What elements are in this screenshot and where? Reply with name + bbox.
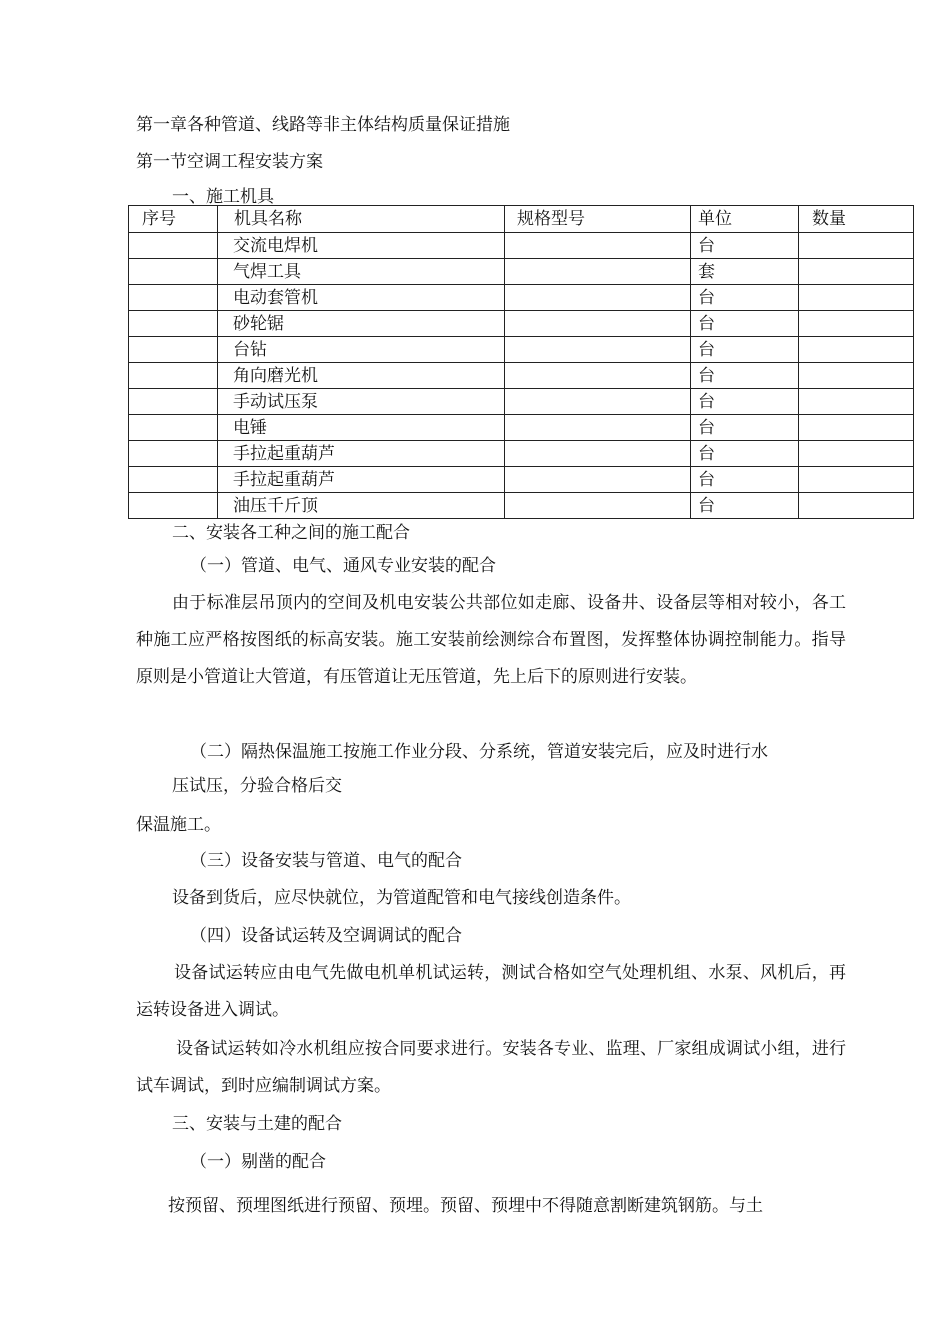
row-name-cell: 油压千斤顶 xyxy=(218,493,505,519)
table-row xyxy=(129,311,914,337)
row-spec-cell xyxy=(505,311,691,337)
row-no-cell xyxy=(129,285,218,311)
tools-table xyxy=(128,205,914,519)
row-name-cell: 手拉起重葫芦 xyxy=(218,441,505,467)
part2-sub3-heading: （三）设备安装与管道、电气的配合 xyxy=(190,851,462,871)
row-qty-cell xyxy=(799,285,914,311)
row-unit-cell: 台 xyxy=(691,363,799,389)
row-no-cell xyxy=(129,259,218,285)
row-name-cell: 角向磨光机 xyxy=(218,363,505,389)
row-spec-cell xyxy=(505,415,691,441)
row-name-cell: 交流电焊机 xyxy=(218,233,505,259)
row-no-cell xyxy=(129,233,218,259)
chapter-title: 第一章各种管道、线路等非主体结构质量保证措施 xyxy=(136,115,510,135)
row-qty-cell xyxy=(799,467,914,493)
row-no-cell xyxy=(129,311,218,337)
row-unit-cell: 台 xyxy=(691,493,799,519)
row-no-cell xyxy=(129,467,218,493)
part2-sub4-heading: （四）设备试运转及空调调试的配合 xyxy=(190,926,462,946)
section-title: 第一节空调工程安装方案 xyxy=(136,152,323,172)
row-name-cell: 电锤 xyxy=(218,415,505,441)
row-unit-cell: 台 xyxy=(691,441,799,467)
table-row xyxy=(129,285,914,311)
row-spec-cell xyxy=(505,233,691,259)
part2-sub1-heading: （一）管道、电气、通风专业安装的配合 xyxy=(190,556,496,576)
row-no-cell xyxy=(129,337,218,363)
col-header-unit: 单位 xyxy=(691,206,799,233)
row-unit-cell: 台 xyxy=(691,233,799,259)
col-header-no: 序号 xyxy=(129,206,218,233)
part2-sub2-line3: 保温施工。 xyxy=(136,815,221,835)
part2-sub3-paragraph: 设备到货后，应尽快就位，为管道配管和电气接线创造条件。 xyxy=(172,888,631,908)
row-name-cell: 气焊工具 xyxy=(218,259,505,285)
row-no-cell xyxy=(129,441,218,467)
row-unit-cell: 套 xyxy=(691,259,799,285)
row-qty-cell xyxy=(799,233,914,259)
row-unit-cell: 台 xyxy=(691,467,799,493)
table-row xyxy=(129,337,914,363)
row-spec-cell xyxy=(505,285,691,311)
row-no-cell xyxy=(129,493,218,519)
table-row xyxy=(129,259,914,285)
table-row xyxy=(129,233,914,259)
part2-heading: 二、安装各工种之间的施工配合 xyxy=(172,523,410,543)
row-qty-cell xyxy=(799,441,914,467)
row-name-cell: 手拉起重葫芦 xyxy=(218,467,505,493)
part3-sub1-heading: （一）剔凿的配合 xyxy=(190,1152,326,1172)
part3-sub1-paragraph: 按预留、预埋图纸进行预留、预埋。预留、预埋中不得随意割断建筑钢筋。与土 xyxy=(168,1196,763,1216)
row-unit-cell: 台 xyxy=(691,389,799,415)
row-name-cell: 台钻 xyxy=(218,337,505,363)
row-name-cell: 电动套管机 xyxy=(218,285,505,311)
row-spec-cell xyxy=(505,259,691,285)
row-name-cell: 手动试压泵 xyxy=(218,389,505,415)
row-unit-cell: 台 xyxy=(691,311,799,337)
row-qty-cell xyxy=(799,311,914,337)
row-name-cell: 砂轮锯 xyxy=(218,311,505,337)
row-qty-cell xyxy=(799,493,914,519)
row-qty-cell xyxy=(799,415,914,441)
part2-sub2-line1: （二）隔热保温施工按施工作业分段、分系统，管道安装完后，应及时进行水 xyxy=(190,742,768,762)
table-row xyxy=(129,415,914,441)
part2-sub4-paragraph2: 设备试运转如冷水机组应按合同要求进行。安装各专业、监理、厂家组成调试小组，进行试车调试，到时应编制调试方案。 xyxy=(136,1039,846,1096)
col-header-qty: 数量 xyxy=(799,206,914,233)
row-spec-cell xyxy=(505,363,691,389)
row-unit-cell: 台 xyxy=(691,285,799,311)
row-unit-cell: 台 xyxy=(691,415,799,441)
table-row xyxy=(129,389,914,415)
row-spec-cell xyxy=(505,389,691,415)
row-no-cell xyxy=(129,363,218,389)
col-header-spec: 规格型号 xyxy=(505,206,691,233)
row-qty-cell xyxy=(799,363,914,389)
row-qty-cell xyxy=(799,337,914,363)
table-row xyxy=(129,363,914,389)
row-qty-cell xyxy=(799,389,914,415)
row-qty-cell xyxy=(799,259,914,285)
row-no-cell xyxy=(129,389,218,415)
table-row xyxy=(129,493,914,519)
row-no-cell xyxy=(129,415,218,441)
table-row xyxy=(129,441,914,467)
part1-heading: 一、施工机具 xyxy=(172,187,274,207)
part2-sub4-paragraph1: 设备试运转应由电气先做电机单机试运转，测试合格如空气处理机组、水泵、风机后，再运转设备进入调试。 xyxy=(136,963,846,1020)
row-spec-cell xyxy=(505,441,691,467)
part3-heading: 三、安装与土建的配合 xyxy=(172,1114,342,1134)
part2-sub2-line2: 压试压，分验合格后交 xyxy=(172,776,342,796)
row-spec-cell xyxy=(505,337,691,363)
row-unit-cell: 台 xyxy=(691,337,799,363)
table-row xyxy=(129,467,914,493)
row-spec-cell xyxy=(505,467,691,493)
col-header-name: 机具名称 xyxy=(218,206,505,233)
table-header-row xyxy=(129,206,914,233)
row-spec-cell xyxy=(505,493,691,519)
part2-sub1-paragraph: 由于标准层吊顶内的空间及机电安装公共部位如走廊、设备井、设备层等相对较小，各工种施工应严格按图纸的标高安装。施工安装前绘测综合布置图，发挥整体协调控制能力。指导原则是小管道让大管道，有压管道让无压管道，先上后下的原则进行安装。 xyxy=(136,593,846,687)
